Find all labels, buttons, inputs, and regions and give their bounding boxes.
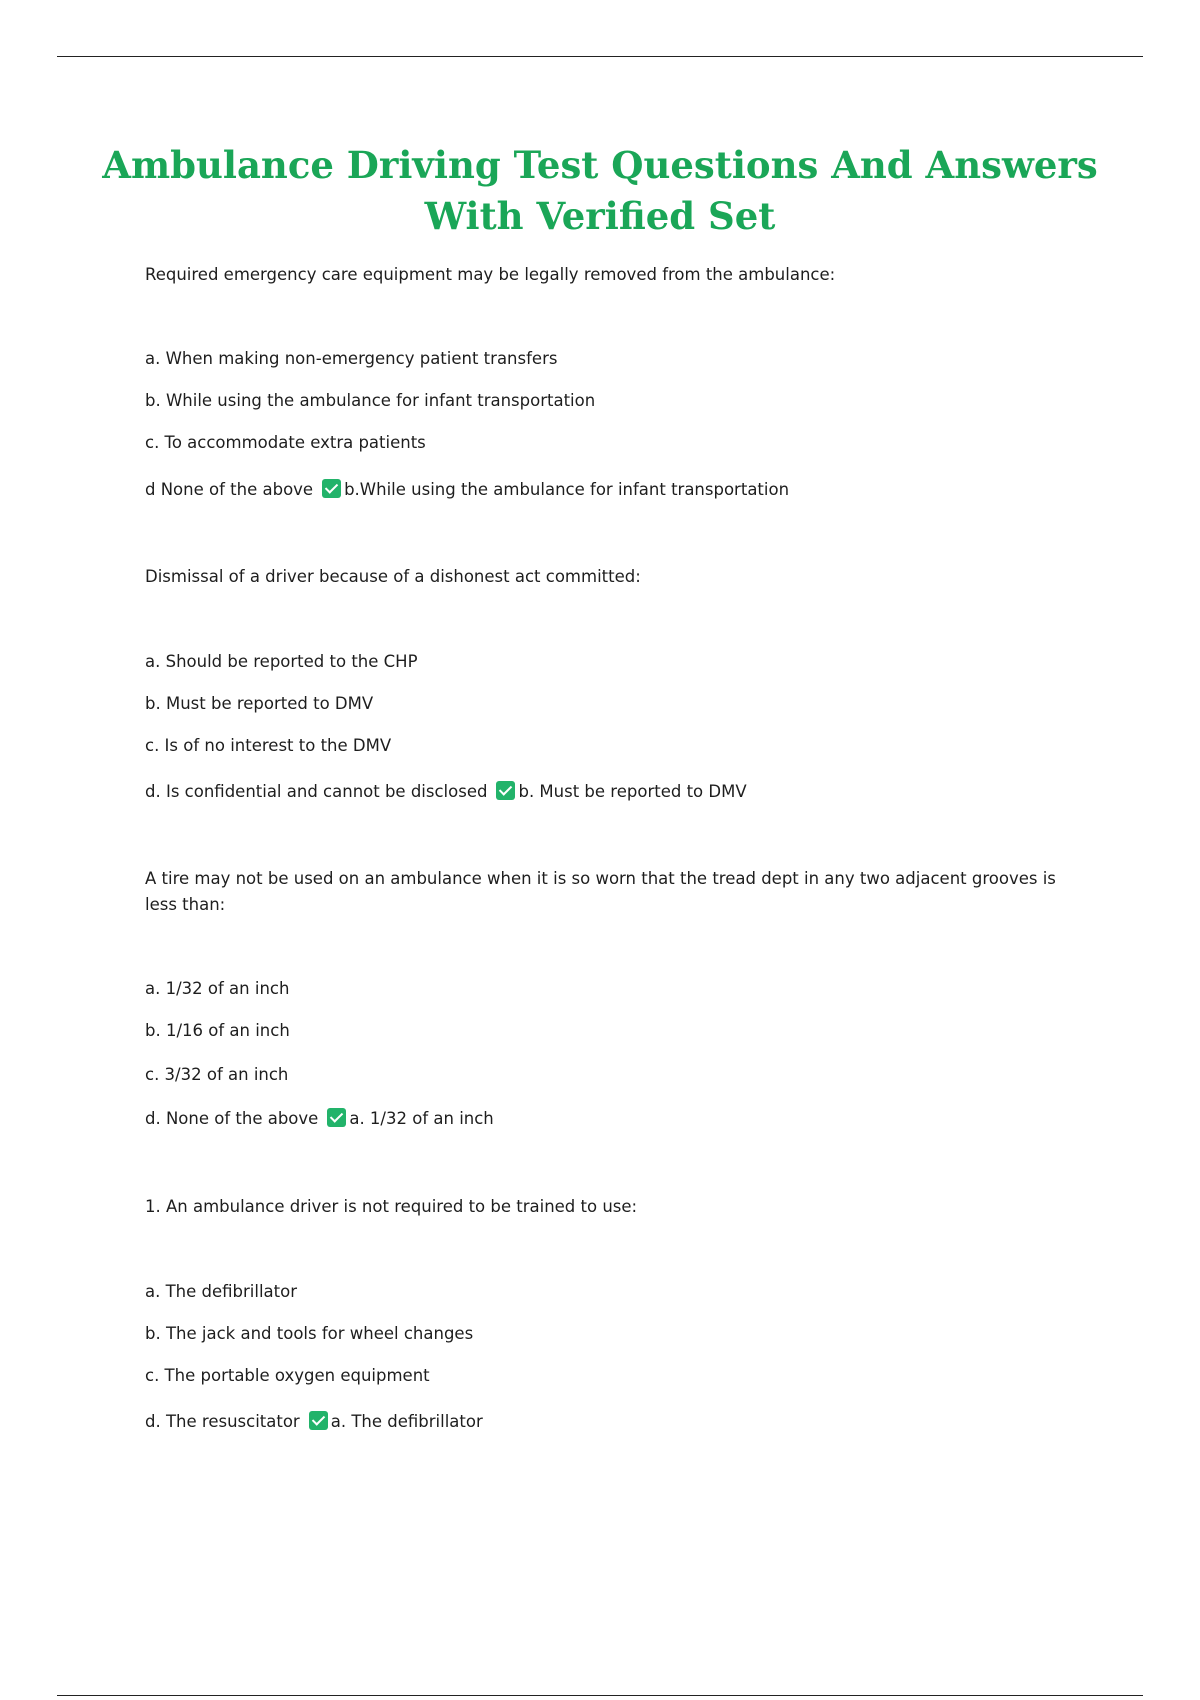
answer-option: a. The defibrillator <box>145 1282 298 1301</box>
answer-option: b. 1/16 of an inch <box>145 1021 290 1040</box>
question-text: Dismissal of a driver because of a dishonest act committed: <box>145 567 641 586</box>
check-icon <box>322 479 341 498</box>
answer-option: b. While using the ambulance for infant transportation <box>145 391 596 410</box>
answer-option: c. Is of no interest to the DMV <box>145 736 392 755</box>
answer-option: c. To accommodate extra patients <box>145 433 426 452</box>
answer-option-with-correct-answer <box>145 1106 494 1132</box>
document-title: Ambulance Driving Test Questions And Answers With Verified Set <box>102 143 1098 238</box>
answer-option: d. Is confidential and cannot be disclosed <box>145 782 488 801</box>
answer-option: b. The jack and tools for wheel changes <box>145 1324 474 1343</box>
answer-option: d None of the above <box>145 480 314 499</box>
answer-option: a. When making non-emergency patient transfers <box>145 349 558 368</box>
top-rule <box>57 56 1143 57</box>
question-text: 1. An ambulance driver is not required to be trained to use: <box>145 1197 638 1216</box>
answer-option: d. None of the above <box>145 1109 319 1128</box>
answer-option: a. Should be reported to the CHP <box>145 652 418 671</box>
answer-option-with-correct-answer <box>145 1409 483 1435</box>
correct-answer: a. 1/32 of an inch <box>349 1109 494 1128</box>
correct-answer: b.While using the ambulance for infant transportation <box>344 480 790 499</box>
correct-answer: b. Must be reported to DMV <box>518 782 747 801</box>
answer-option: d. The resuscitator <box>145 1412 300 1431</box>
correct-answer: a. The defibrillator <box>330 1412 483 1431</box>
check-icon <box>309 1411 328 1430</box>
answer-option: c. The portable oxygen equipment <box>145 1366 430 1385</box>
answer-option-with-correct-answer <box>145 779 747 805</box>
check-icon <box>496 781 515 800</box>
bottom-rule <box>57 1695 1143 1696</box>
check-icon <box>327 1108 346 1127</box>
question-text: A tire may not be used on an ambulance when it is so worn that the tread dept in any two adjacent grooves is less than: <box>145 869 1056 914</box>
answer-option-with-correct-answer <box>145 477 789 503</box>
question-text: Required emergency care equipment may be legally removed from the ambulance: <box>145 265 836 284</box>
answer-option: a. 1/32 of an inch <box>145 979 290 998</box>
answer-option: c. 3/32 of an inch <box>145 1065 289 1084</box>
answer-option: b. Must be reported to DMV <box>145 694 374 713</box>
